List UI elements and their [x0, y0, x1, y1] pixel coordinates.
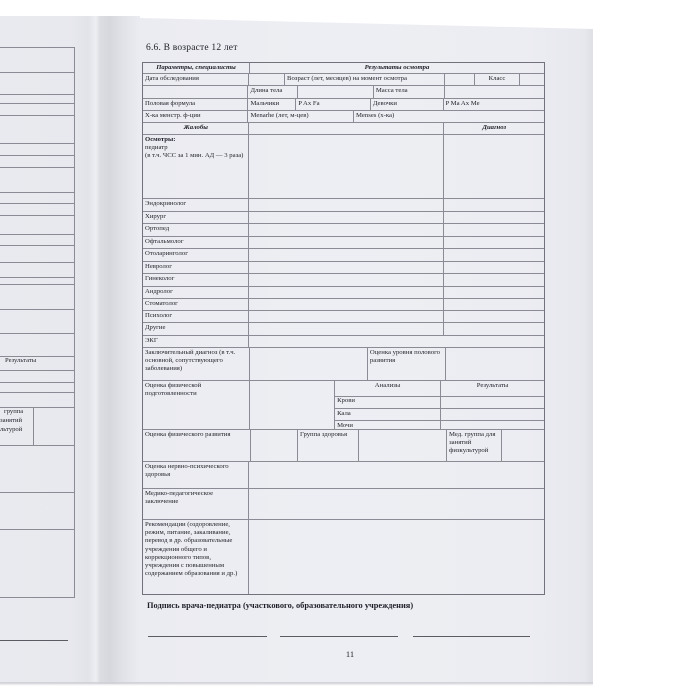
label-body-mass: Масса тела	[373, 86, 444, 98]
value-cell	[249, 381, 334, 429]
row-anthropometry	[143, 85, 544, 98]
value-cell	[444, 74, 474, 85]
book-gutter	[100, 16, 140, 684]
value-cell	[248, 489, 544, 519]
row-specialist	[143, 198, 544, 211]
left-page-rule-line	[0, 262, 75, 263]
label-boys: Мальчики	[247, 99, 295, 110]
label-results: Результаты	[440, 381, 544, 396]
value-cell	[443, 323, 544, 335]
label-medico-pedagogical: Медико-педагогическое заключение	[145, 490, 214, 506]
left-page-rule-line	[0, 445, 75, 446]
left-page-rule-line	[0, 115, 75, 116]
value-cell	[443, 299, 544, 310]
label-exam-date: Дата обследования	[145, 75, 199, 82]
label-menstrual: Х-ка менстр. ф-ции	[145, 112, 201, 119]
row-final-diagnosis	[143, 347, 544, 380]
left-page-results-label: Результаты	[5, 357, 37, 364]
left-page-rule-line	[0, 215, 75, 216]
row-specialist	[143, 298, 544, 310]
label-girls: Девочки	[370, 99, 443, 110]
label-physical-fitness: Оценка физической подготовленности	[145, 382, 202, 398]
label-sex-formula: Половая формула	[145, 100, 196, 107]
left-page-signature-line	[0, 640, 68, 641]
value-cell	[248, 311, 443, 322]
left-page-paper	[0, 16, 100, 684]
page-bottom-shadow	[0, 682, 593, 686]
label-diagnosis: Диагноз	[443, 123, 544, 134]
row-specialist	[143, 236, 544, 248]
label-age-at-exam: Возраст (лет, месяцев) на момент осмотра	[284, 74, 444, 85]
value-cell	[443, 262, 544, 273]
left-page-rule-line	[0, 234, 75, 235]
label-specialist: Другие	[145, 324, 166, 331]
label-specialist: Ортопед	[145, 225, 170, 232]
value-cell	[443, 212, 544, 223]
value-cell	[248, 135, 443, 198]
label-recommendations: Рекомендации (оздоровление, режим, питание, закаливание, перевод в др. образовательные учреждения общего и коррекционного типов, учреждения с повышенным содержанием образования и др.)	[145, 521, 238, 578]
row-physical-development	[143, 429, 544, 461]
value-cell	[443, 135, 544, 198]
value-cell	[443, 311, 544, 322]
label-specialist: Невролог	[145, 263, 172, 270]
value-cell	[440, 421, 544, 429]
left-page-rule-line	[0, 597, 75, 598]
row-complaints-header	[143, 122, 544, 134]
label-specialist: Хирург	[145, 213, 167, 220]
value-cell	[248, 199, 443, 211]
signature-line	[280, 636, 398, 637]
label-ecg: ЭКГ	[145, 337, 158, 344]
value-cell	[443, 237, 544, 248]
row-physical-fitness	[143, 380, 544, 429]
left-page-rule-line	[0, 370, 75, 371]
value-cell	[358, 430, 446, 461]
value-cell	[248, 274, 443, 286]
value-cell	[443, 249, 544, 261]
label-specialist: Отоларинголог	[145, 250, 188, 257]
label-specialist: Психолог	[145, 312, 173, 319]
value-cell	[248, 520, 544, 594]
left-page-rule-line	[0, 284, 75, 285]
label-neuro-psych: Оценка нервно-психического здоровья	[145, 463, 229, 479]
value-cell	[445, 348, 544, 380]
value-cell	[501, 430, 544, 461]
analyses-subtable	[334, 381, 544, 429]
left-page-fragment: занятий	[0, 417, 23, 424]
row-ecg	[143, 335, 544, 347]
row-specialist	[143, 248, 544, 261]
header-params: Параметры, специалисты	[156, 64, 236, 71]
label-girls-formula: P Ma Ax Me	[443, 99, 544, 110]
row-exams-pediatrician	[143, 134, 544, 198]
left-page-fragment: льтурой	[0, 426, 23, 433]
value-cell	[297, 86, 373, 98]
left-page-rule-line	[0, 143, 75, 144]
left-page-rule-line	[0, 529, 75, 530]
row-medico-pedagogical	[143, 488, 544, 519]
row-menstrual	[143, 110, 544, 122]
left-page-rule-line	[0, 103, 75, 104]
left-page-rule-line	[0, 167, 75, 168]
left-page-rule-line	[0, 72, 75, 73]
left-page-fragment: группа	[4, 408, 24, 415]
value-cell	[443, 287, 544, 298]
left-page-rule-line	[0, 203, 75, 204]
left-page-rule-line	[0, 47, 75, 48]
label-exams	[143, 135, 248, 198]
row-specialist	[143, 223, 544, 236]
label-grade: Класс	[474, 74, 519, 85]
signature-caption: Подпись врача-педиатра (участкового, образовательного учреждения)	[147, 601, 414, 610]
value-cell	[248, 287, 443, 298]
label-complaints: Жалобы	[183, 124, 208, 131]
label-specialist: Эндокринолог	[145, 200, 187, 207]
left-page-rule-line	[0, 245, 75, 246]
label-exams-line2: педиатр	[145, 144, 168, 152]
label-exams-title: Осмотры:	[145, 136, 176, 143]
left-page-rule-line	[0, 333, 75, 334]
left-page-rule-line	[0, 277, 75, 278]
label-exams-line3: (в т.ч. ЧСС за 1 мин. АД — 3 раза)	[145, 152, 244, 160]
value-cell	[248, 323, 443, 335]
value-cell	[248, 224, 443, 236]
label-specialist: Андролог	[145, 288, 173, 295]
value-cell	[248, 74, 284, 85]
value-cell	[248, 237, 443, 248]
analysis-row-stool	[335, 408, 544, 420]
left-page-table-right-border	[74, 47, 75, 597]
label-boys-formula: P Ax Fa	[295, 99, 370, 110]
label-analyses: Анализы	[374, 381, 401, 389]
signature-line	[148, 636, 267, 637]
value-cell	[444, 86, 545, 98]
left-page-rule-line	[0, 94, 75, 95]
label-urine: Мочи	[337, 421, 353, 429]
left-page-cell-divider	[33, 407, 34, 445]
value-cell	[519, 74, 544, 85]
label-specialist: Гинеколог	[145, 275, 175, 282]
value-cell	[443, 224, 544, 236]
value-cell	[248, 212, 443, 223]
value-cell	[248, 336, 544, 347]
value-cell	[250, 430, 297, 461]
table-header-row	[143, 63, 544, 73]
label-menarhe: Menarhe (лет, м-цев)	[247, 111, 352, 122]
value-cell	[143, 86, 247, 98]
left-page-rule-line	[0, 492, 75, 493]
label-pe-group: Мед. группа для занятий физкультурой	[446, 430, 501, 461]
value-cell	[440, 409, 544, 420]
page-number: 11	[345, 649, 355, 659]
row-specialist	[143, 310, 544, 322]
analyses-header-row	[335, 381, 544, 396]
section-heading: 6.6. В возрасте 12 лет	[146, 43, 238, 53]
signature-line	[413, 636, 530, 637]
label-menses: Menses (х-ка)	[353, 111, 544, 122]
row-specialist	[143, 211, 544, 223]
row-specialist	[143, 273, 544, 286]
row-specialist	[143, 322, 544, 335]
left-page-rule-line	[0, 382, 75, 383]
row-specialist	[143, 261, 544, 273]
label-blood: Крови	[337, 397, 355, 405]
exam-form-table	[142, 62, 545, 595]
value-cell	[248, 462, 544, 488]
value-cell	[248, 262, 443, 273]
analysis-row-urine	[335, 420, 544, 429]
label-specialist: Стоматолог	[145, 300, 178, 307]
label-final-diagnosis: Заключительный диагноз (в т.ч. основной, сопутствующего заболевания)	[145, 349, 236, 373]
value-cell	[440, 397, 544, 409]
label-physical-development: Оценка физического развития	[145, 431, 231, 438]
left-page-rule-line	[0, 155, 75, 156]
analysis-row-blood	[335, 396, 544, 409]
label-stool: Кала	[337, 409, 351, 417]
label-health-group: Группа здоровья	[297, 430, 358, 461]
value-cell	[443, 199, 544, 211]
row-exam-date	[143, 73, 544, 85]
left-page-rule-line	[0, 309, 75, 310]
value-cell	[443, 274, 544, 286]
label-sexual-development: Оценка уровня полового развития	[367, 348, 446, 380]
value-cell	[248, 123, 443, 134]
row-neuro-psych	[143, 461, 544, 488]
left-page-rule-line	[0, 392, 75, 393]
value-cell	[248, 249, 443, 261]
header-results: Результаты осмотра	[249, 63, 544, 73]
row-specialist	[143, 286, 544, 298]
row-recommendations	[143, 519, 544, 594]
value-cell	[249, 348, 366, 380]
left-page-rule-line	[0, 192, 75, 193]
row-sex-formula	[143, 98, 544, 110]
label-body-length: Длина тела	[247, 86, 297, 98]
value-cell	[248, 299, 443, 310]
label-specialist: Офтальмолог	[145, 238, 184, 245]
